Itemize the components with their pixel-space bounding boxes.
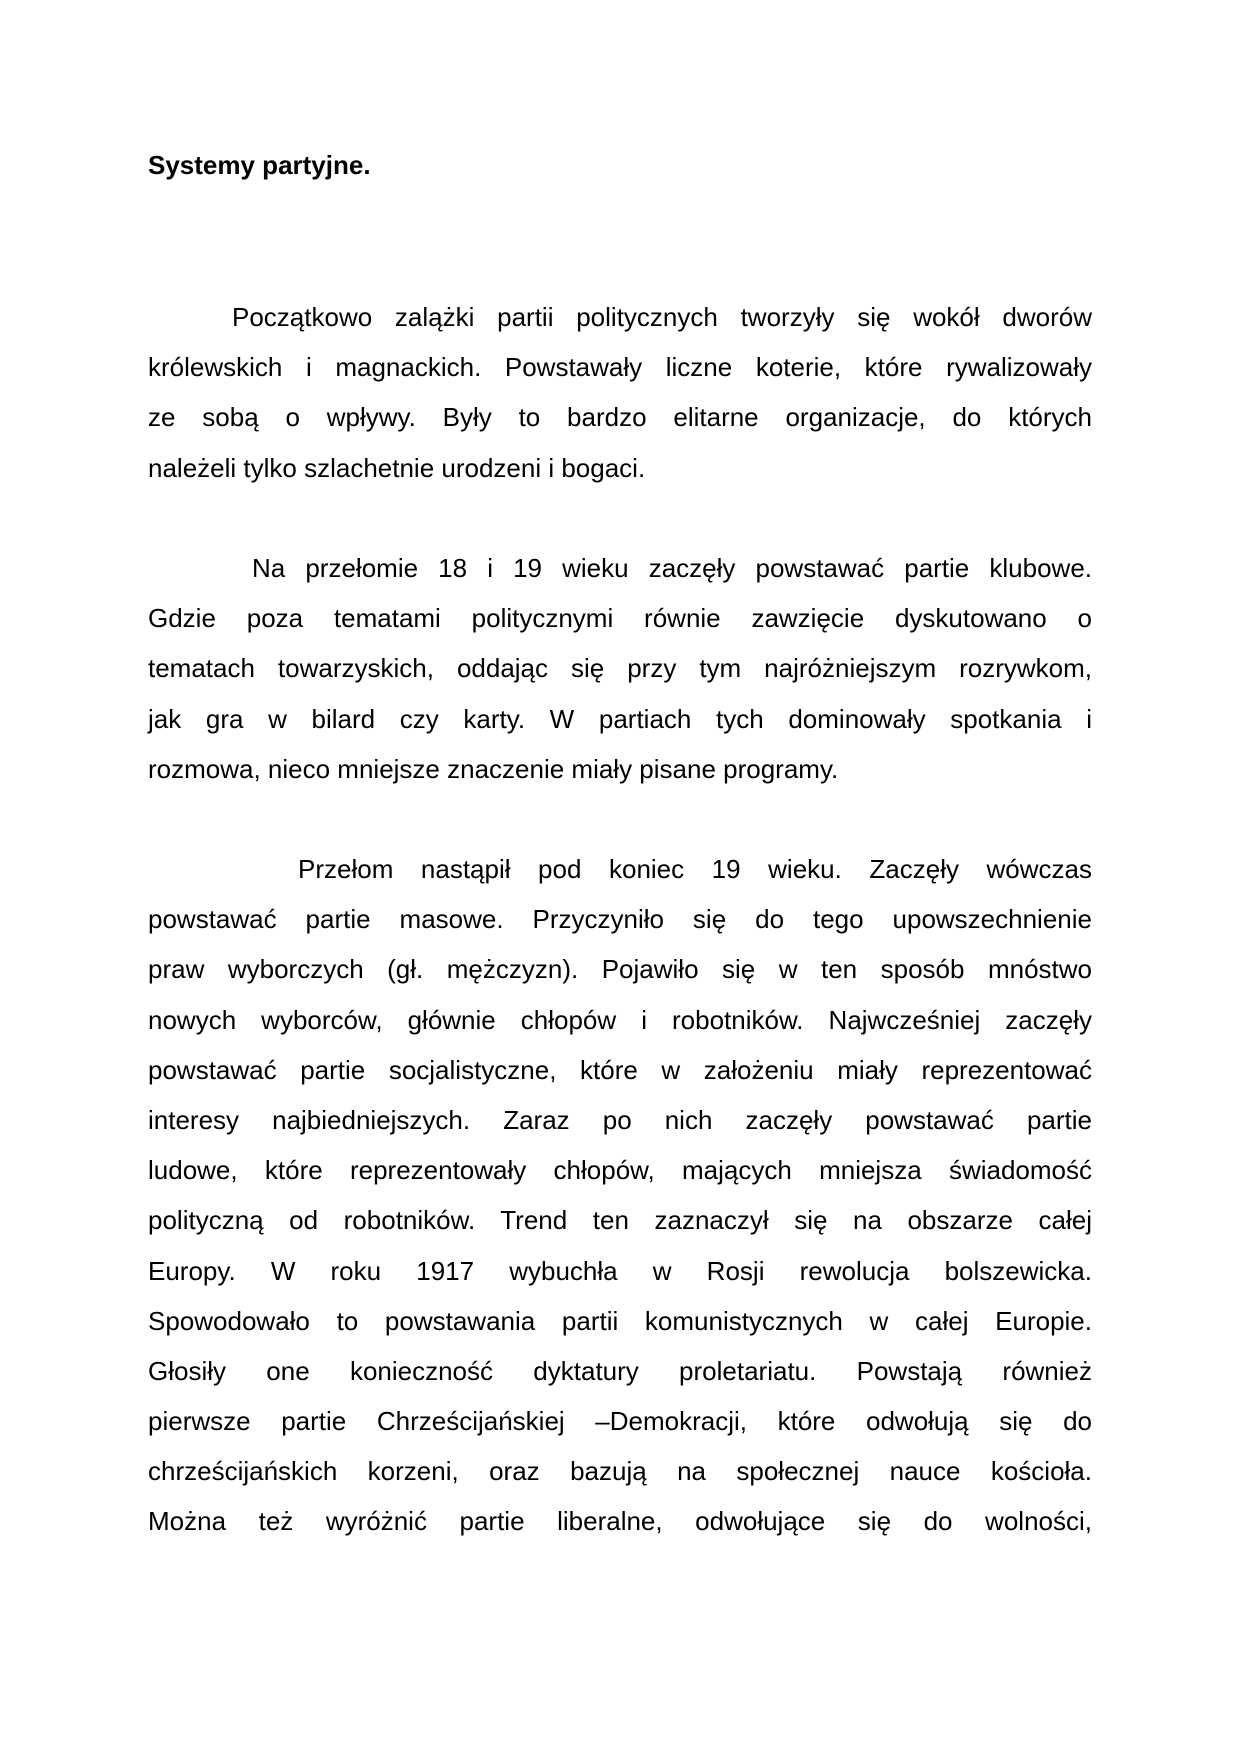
paragraph-line: powstawać partie socjalistyczne, które w założeniu miały reprezentować bbox=[148, 1054, 1092, 1085]
paragraph-line: praw wyborczych (gł. mężczyzn). Pojawiło się w ten sposób mnóstwo bbox=[148, 954, 1092, 985]
paragraph-3 bbox=[148, 844, 1092, 1547]
document-title: Systemy partyjne. bbox=[148, 150, 371, 180]
paragraph-line: pierwsze partie Chrześcijańskiej –Demokracji, które odwołują się do bbox=[148, 1406, 1092, 1437]
paragraph-line: Spowodowało to powstawania partii komunistycznych w całej Europie. bbox=[148, 1305, 1092, 1336]
paragraph-line: Można też wyróżnić partie liberalne, odwołujące się do wolności, bbox=[148, 1506, 1092, 1537]
paragraph-2 bbox=[148, 543, 1092, 794]
paragraph-line: Początkowo zalążki partii politycznych tworzyły się wokół dworów bbox=[232, 302, 1092, 332]
paragraph-line: Na przełomie 18 i 19 wieku zaczęły powstawać partie klubowe. bbox=[252, 553, 1092, 583]
paragraph-line: rozmowa, nieco mniejsze znaczenie miały pisane programy. bbox=[148, 753, 839, 784]
paragraph-line: chrześcijańskich korzeni, oraz bazują na społecznej nauce kościoła. bbox=[148, 1456, 1092, 1487]
paragraph-line: ludowe, które reprezentowały chłopów, mających mniejsza świadomość bbox=[148, 1155, 1092, 1186]
paragraph-line: Przełom nastąpił pod koniec 19 wieku. Zaczęły wówczas bbox=[298, 854, 1092, 884]
paragraph-line: ze sobą o wpływy. Były to bardzo elitarne organizacje, do których bbox=[148, 402, 1092, 433]
paragraph-line: nowych wyborców, głównie chłopów i robotników. Najwcześniej zaczęły bbox=[148, 1004, 1092, 1035]
paragraph-line: Gdzie poza tematami politycznymi równie zawzięcie dyskutowano o bbox=[148, 603, 1092, 634]
paragraph-line: jak gra w bilard czy karty. W partiach tych dominowały spotkania i bbox=[148, 703, 1092, 734]
paragraph-line: tematach towarzyskich, oddając się przy tym najróżniejszym rozrywkom, bbox=[148, 653, 1092, 684]
paragraph-line: Głosiły one konieczność dyktatury proletariatu. Powstają również bbox=[148, 1355, 1092, 1386]
paragraph-line: interesy najbiedniejszych. Zaraz po nich zaczęły powstawać partie bbox=[148, 1104, 1092, 1135]
paragraph-line: powstawać partie masowe. Przyczyniło się do tego upowszechnienie bbox=[148, 904, 1092, 935]
paragraph-line: królewskich i magnackich. Powstawały liczne koterie, które rywalizowały bbox=[148, 352, 1092, 383]
paragraph-line: Europy. W roku 1917 wybuchła w Rosji rewolucja bolszewicka. bbox=[148, 1255, 1092, 1286]
paragraph-line: należeli tylko szlachetnie urodzeni i bogaci. bbox=[148, 452, 646, 483]
paragraph-1 bbox=[148, 292, 1092, 493]
paragraph-line: polityczną od robotników. Trend ten zaznaczył się na obszarze całej bbox=[148, 1205, 1092, 1236]
